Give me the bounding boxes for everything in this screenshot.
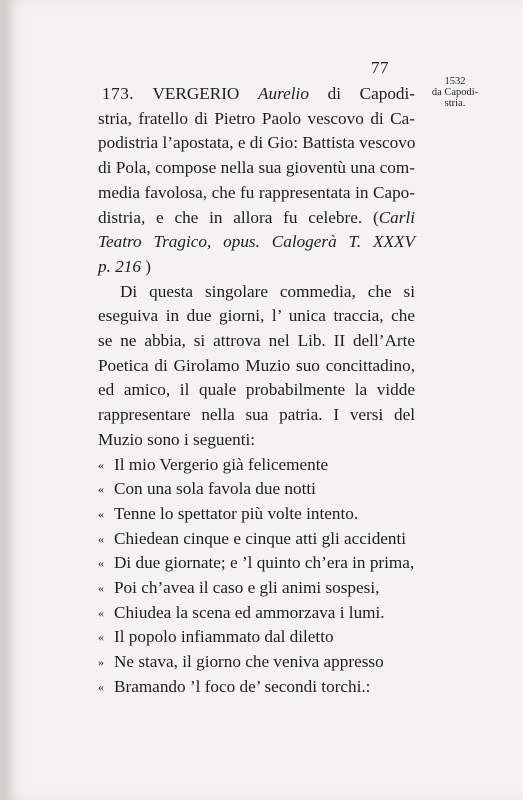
- verse-line: [98, 650, 415, 675]
- paragraph-line: Di questa singolare commedia, che si: [120, 281, 415, 301]
- paragraph-line: ed amico, il quale probabilmente la vidde: [98, 380, 415, 400]
- paragraph-line: Poetica di Girolamo Muzio suo concittadino,: [98, 355, 415, 375]
- paragraph-line: rappresentare nella sua patria. I versi del: [98, 405, 415, 425]
- entry-first-line-tail: di Capodi-: [327, 84, 415, 103]
- quote-mark: «: [98, 506, 104, 521]
- margin-note-line: da Capodi-: [431, 87, 479, 98]
- verse-line: [98, 675, 415, 700]
- paragraph-line: se ne abbia, si attrova nel Lib. II dell’Arte: [98, 331, 415, 351]
- verse-text: Ne stava, il giorno che veniva appresso: [114, 652, 384, 672]
- verse-text: Il mio Vergerio già felicemente: [114, 454, 329, 474]
- verse-line: [98, 527, 415, 552]
- verse-line: [98, 477, 415, 502]
- quote-mark: «: [98, 457, 104, 472]
- verse-line: [98, 502, 415, 527]
- entry-first-line: [98, 82, 415, 107]
- citation-close: ): [145, 256, 151, 276]
- margin-note: [418, 76, 492, 109]
- quote-mark: «: [98, 679, 104, 694]
- entry-surname: VERGERIO: [152, 84, 240, 103]
- verse-text: Chiudea la scena ed ammorzava i lumi.: [114, 602, 385, 622]
- entry-line-text: distria, e che in allora fu celebre. (: [98, 207, 379, 227]
- quote-mark: «: [98, 605, 104, 620]
- verse-line: [98, 576, 415, 601]
- verse-text: Tenne lo spettator più volte intento.: [114, 503, 359, 523]
- citation-line: Teatro Tragico, opus. Calogerà T. XXXV: [98, 232, 415, 252]
- citation-author: Carli: [378, 207, 415, 227]
- page-gutter-shadow: [0, 0, 14, 800]
- citation-end-line: [98, 255, 415, 280]
- entry-line-citation-start: [98, 206, 415, 231]
- quote-mark: «: [98, 531, 104, 546]
- verse-text: Bramando ’l foco de’ secondi torchi.:: [114, 676, 371, 696]
- verse-text: Poi ch’avea il caso e gli animi sospesi,: [114, 578, 380, 598]
- verse-text: Chiedean cinque e cinque atti gli accidenti: [114, 528, 407, 548]
- citation-page: p. 216: [98, 256, 141, 276]
- quote-mark: «: [98, 581, 104, 596]
- entry-line: media favolosa, che fu rappresentata in Capo-: [98, 182, 415, 202]
- entry-given-name: Aurelio: [258, 84, 309, 103]
- quote-mark: «: [98, 556, 104, 571]
- quote-mark: «: [98, 630, 104, 645]
- paragraph-line: Muzio sono i seguenti:: [98, 429, 256, 449]
- verse-line: [98, 625, 415, 650]
- quote-mark: »: [98, 655, 104, 670]
- entry-line: di Pola, compose nella sua gioventù una com-: [98, 158, 415, 178]
- verse-line: [98, 453, 415, 478]
- entry-line: stria, fratello di Pietro Paolo vescovo di Ca-: [98, 108, 415, 128]
- verse-line: [98, 601, 415, 626]
- quote-mark: «: [98, 482, 104, 497]
- paragraph-line: eseguiva in due giorni, l’ unica traccia, che: [98, 306, 415, 326]
- verse-text: Con una sola favola due notti: [114, 479, 316, 499]
- margin-note-year: 1532: [444, 76, 466, 87]
- entry-number: 173.: [102, 84, 135, 103]
- body-text: [98, 82, 415, 700]
- verse-line: [98, 551, 415, 576]
- verse-text: Di due giornate; e ’l quinto ch’era in prima,: [114, 553, 415, 573]
- page-number: 77: [371, 58, 389, 77]
- verse-text: Il popolo infiammato dal diletto: [114, 627, 334, 647]
- margin-note-line: stria.: [444, 98, 466, 109]
- entry-line: podistria l’apostata, e di Gio: Battista vescovo: [98, 133, 416, 153]
